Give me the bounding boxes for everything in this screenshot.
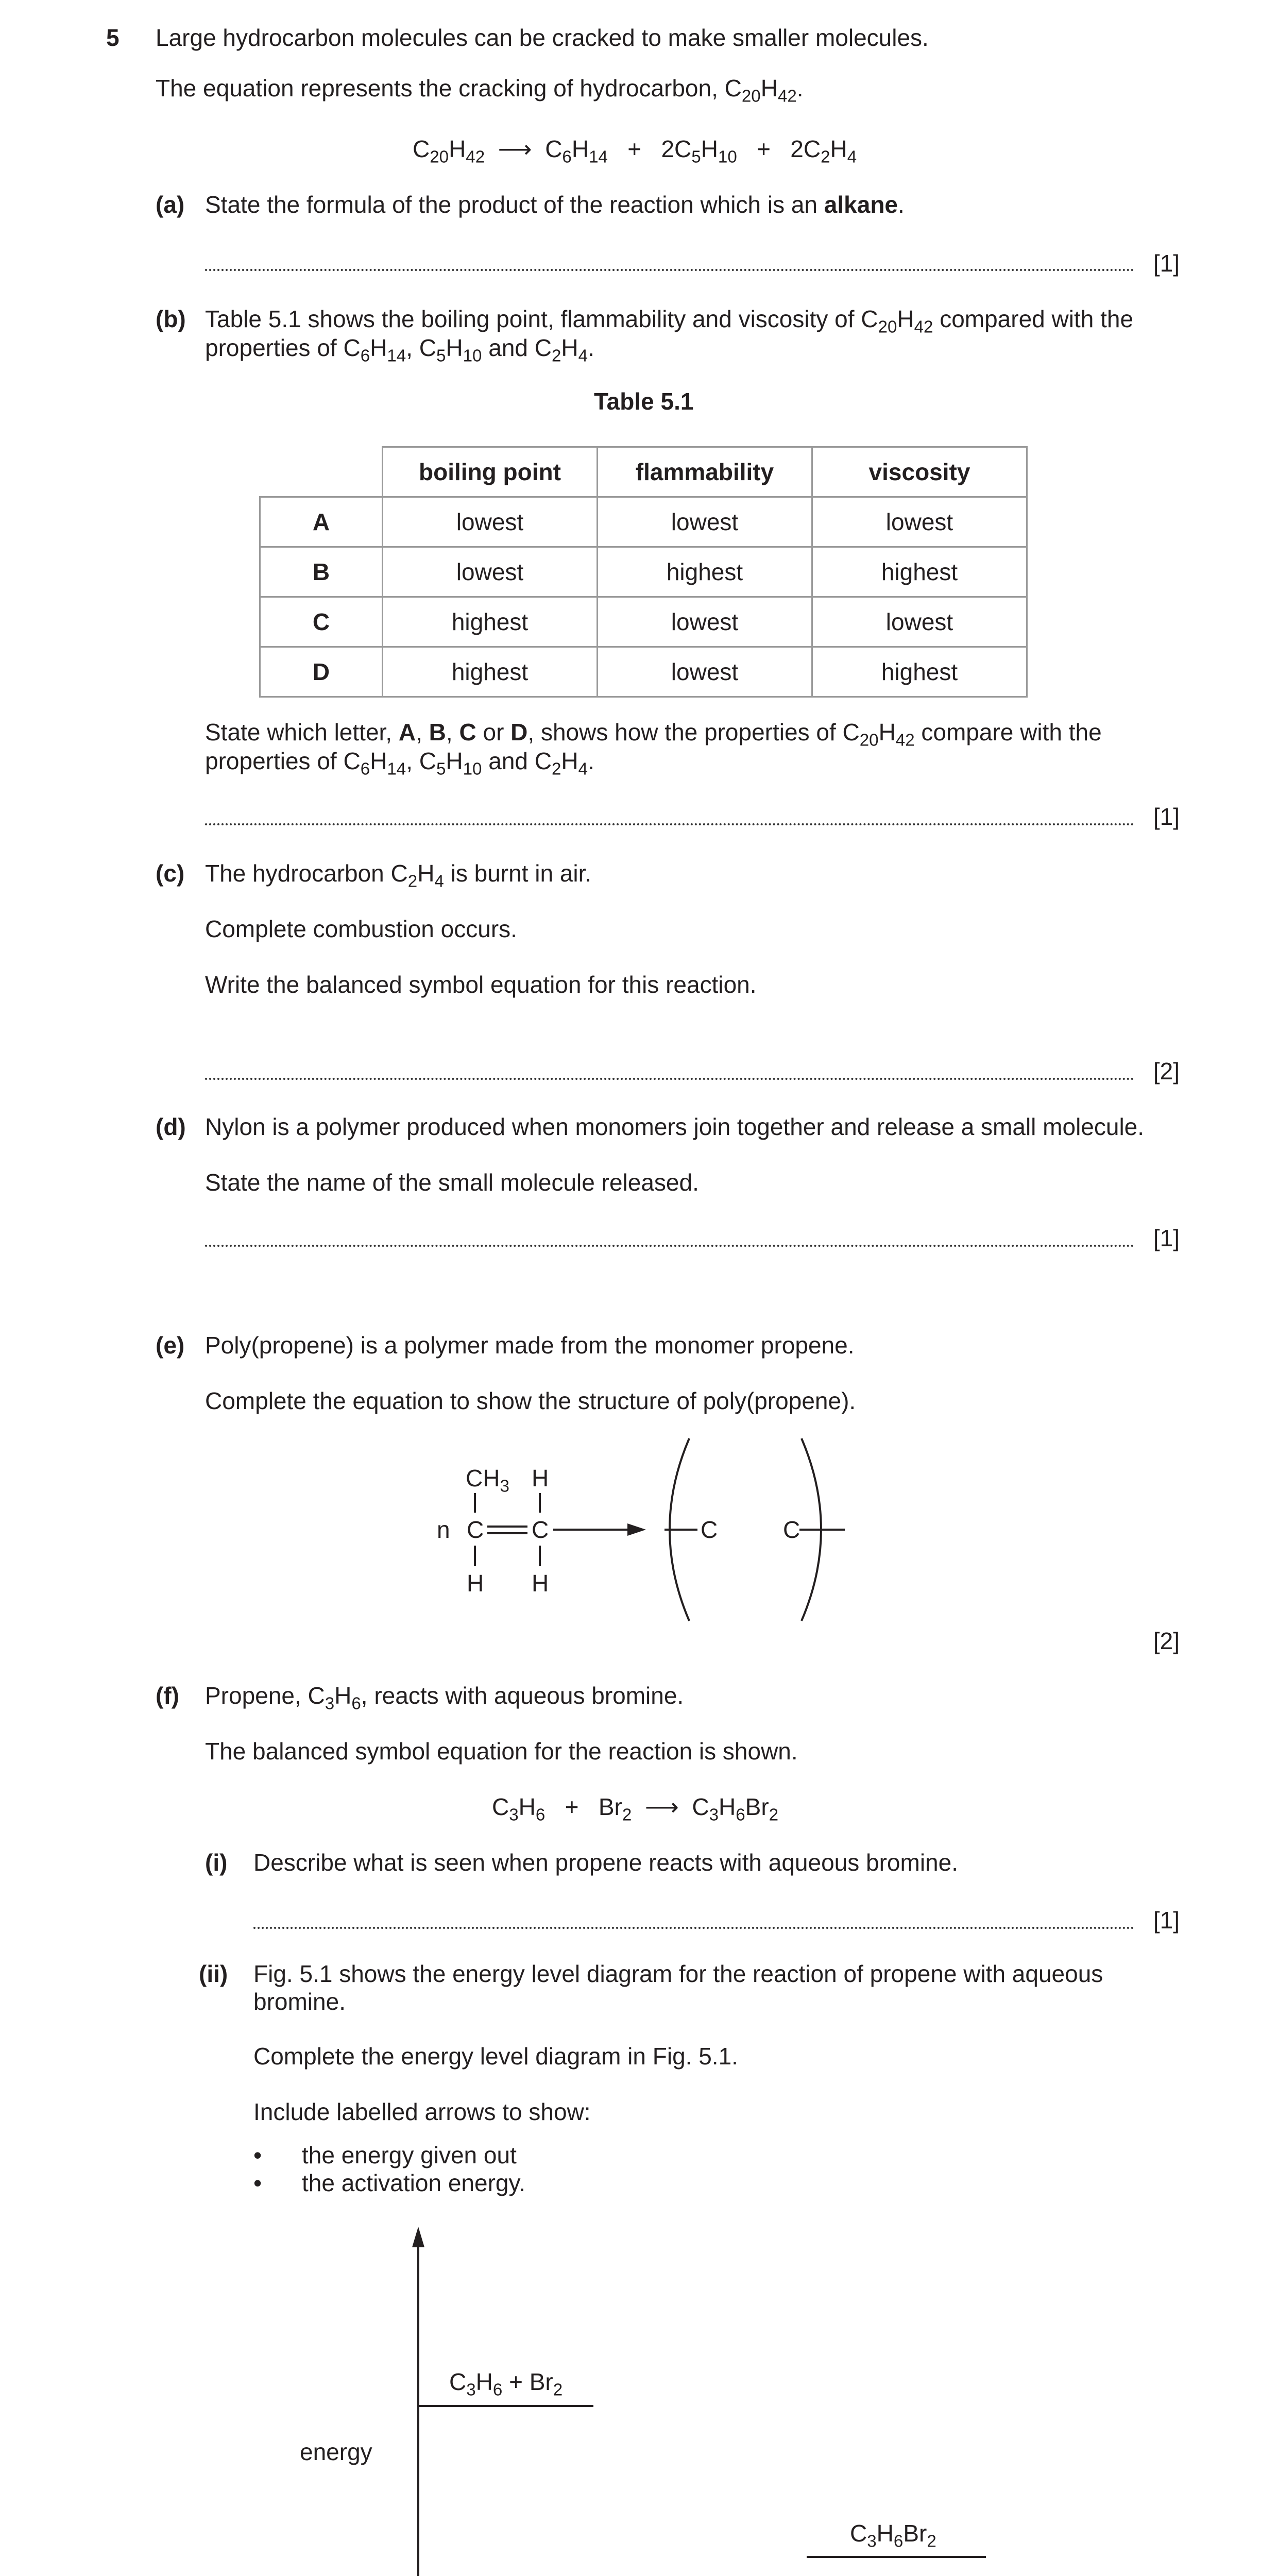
table-cell: highest [812, 647, 1027, 697]
table-cell: highest [812, 547, 1027, 597]
question-intro: Large hydrocarbon molecules can be cracked to make smaller molecules. [156, 24, 929, 51]
part-d-line1: Nylon is a polymer produced when monomers join together and release a small molecule. [205, 1113, 1145, 1140]
polymer-carbon-atom: C [701, 1516, 718, 1543]
part-f-label: (f) [156, 1682, 179, 1709]
part-f-i-text: Describe what is seen when propene reacts with aqueous bromine. [253, 1849, 958, 1876]
part-f-ii-line4: Include labelled arrows to show: [253, 2098, 591, 2125]
y-axis-arrowhead [412, 2227, 424, 2247]
table-cell: lowest [812, 597, 1027, 647]
part-b-mark: [1] [1153, 803, 1180, 830]
part-f-line2: The balanced symbol equation for the reaction is shown. [205, 1738, 798, 1765]
bullet-point: • [253, 2142, 262, 2168]
table-cell: lowest [383, 547, 598, 597]
part-c-mark: [2] [1153, 1058, 1180, 1084]
part-d-label: (d) [156, 1113, 186, 1140]
bromine-equation: $C_3H_6 + Br_2$ ⟶ $C_3H_6Br_2$ [492, 1793, 779, 1825]
part-f-ii-line3: Complete the energy level diagram in Fig. 5.1. [253, 2043, 738, 2070]
table-cell: lowest [812, 497, 1027, 547]
table-cell: lowest [598, 597, 812, 647]
part-b-line1: Table 5.1 shows the boiling point, flammability and viscosity of $C_{20}H_{42}$ compared with the [205, 306, 1134, 337]
header-viscosity: viscosity [812, 447, 1027, 497]
bullet-energy-given-out: the energy given out [302, 2142, 517, 2168]
part-d-line2: State the name of the small molecule released. [205, 1169, 699, 1196]
table-title: Table 5.1 [594, 388, 694, 415]
table-cell: lowest [383, 497, 598, 547]
part-e-mark: [2] [1153, 1628, 1180, 1654]
row-label-b: B [260, 547, 383, 597]
row-label-d: D [260, 647, 383, 697]
products-label: $C_3H_6Br_2$ [850, 2520, 936, 2551]
bottom-h-atom: H [467, 1570, 484, 1597]
row-label-c: C [260, 597, 383, 647]
table-cell: highest [598, 547, 812, 597]
part-c-label: (c) [156, 860, 185, 887]
part-f-ii-label: (ii) [199, 1960, 228, 1987]
part-e-line1: Poly(propene) is a polymer made from the monomer propene. [205, 1332, 855, 1359]
bullet-point: • [253, 2170, 262, 2196]
part-f-i-label: (i) [205, 1849, 228, 1876]
carbon-atom: C [532, 1516, 549, 1543]
part-c-line1: The hydrocarbon $C_2H_4$ is burnt in air. [205, 860, 592, 891]
polymer-carbon-atom: C [783, 1516, 800, 1543]
part-b-line2: properties of $C_6H_{14}$, $C_5H_{10}$ and $C_2H_4$. [205, 334, 594, 366]
part-f-ii-line2: bromine. [253, 1988, 346, 2015]
top-h-atom: H [532, 1465, 549, 1492]
part-d-mark: [1] [1153, 1225, 1180, 1251]
row-label-a: A [260, 497, 383, 547]
table-cell: highest [383, 647, 598, 697]
part-c-line3: Write the balanced symbol equation for this reaction. [205, 971, 757, 998]
part-e-label: (e) [156, 1332, 185, 1359]
part-b-question-line2: properties of $C_6H_{14}$, $C_5H_{10}$ and $C_2H_4$. [205, 748, 594, 779]
part-e-line2: Complete the equation to show the structure of poly(propene). [205, 1387, 856, 1414]
cracking-intro: The equation represents the cracking of hydrocarbon, $C_{20}H_{42}$. [156, 75, 804, 106]
part-a-text: State the formula of the product of the reaction which is an alkane. [205, 191, 905, 218]
reactants-label: $C_3H_6 + Br_2$ [449, 2368, 563, 2400]
part-f-i-mark: [1] [1153, 1907, 1180, 1934]
question-number: 5 [106, 24, 120, 51]
energy-axis-label: energy [300, 2438, 372, 2465]
bullet-activation-energy: the activation energy. [302, 2170, 525, 2196]
carbon-atom: C [467, 1516, 484, 1543]
part-b-label: (b) [156, 306, 186, 332]
part-a-label: (a) [156, 191, 185, 218]
ch3-group: $CH_3$ [466, 1465, 509, 1496]
part-b-question-line1: State which letter, A, B, C or D, shows how the properties of $C_{20}H_{42}$ compare with the [205, 719, 1102, 750]
table-cell: lowest [598, 647, 812, 697]
part-f-line1: Propene, $C_3H_6$, reacts with aqueous bromine. [205, 1682, 684, 1714]
table-cell: lowest [598, 497, 812, 547]
header-flammability: flammability [598, 447, 812, 497]
table-cell: highest [383, 597, 598, 647]
n-coefficient: n [437, 1516, 450, 1543]
bottom-h-atom: H [532, 1570, 549, 1597]
part-f-ii-line1: Fig. 5.1 shows the energy level diagram for the reaction of propene with aqueous [253, 1960, 1103, 1987]
part-c-line2: Complete combustion occurs. [205, 916, 517, 942]
cracking-equation: $C_{20}H_{42}$ ⟶ $C_6H_{14} + 2C_5H_{10} + 2C_2H_4$ [413, 135, 857, 167]
part-a-mark: [1] [1153, 250, 1180, 277]
header-boiling-point: boiling point [383, 447, 598, 497]
